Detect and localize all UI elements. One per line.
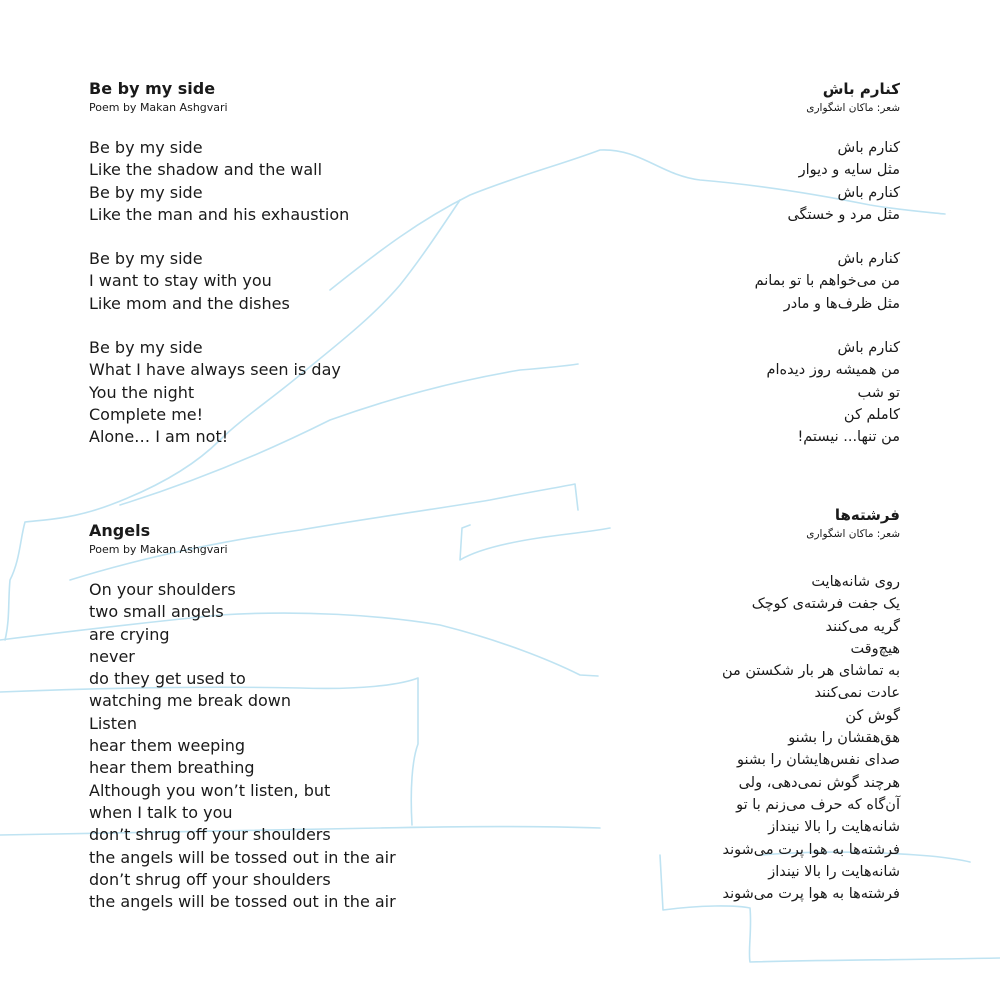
- poem-line: فرشته‌ها به هوا پرت می‌شوند: [722, 886, 900, 903]
- poem-line: hear them weeping: [89, 736, 246, 756]
- poem-line: هیچ‌وقت: [850, 640, 900, 657]
- poem-line: من می‌خواهم با تو بمانم: [754, 273, 900, 290]
- poem-line: هرچند گوش نمی‌دهی، ولی: [738, 774, 900, 791]
- poem-line: گریه می‌کنند: [825, 618, 900, 635]
- sketch-line-bracket: [460, 525, 610, 560]
- poem-line: I want to stay with you: [89, 271, 272, 291]
- poem-title: Angels: [89, 521, 151, 540]
- poem-line: never: [89, 646, 135, 666]
- poem-line: Like the man and his exhaustion: [89, 204, 350, 224]
- poem-byline: شعر: ماکان اشگواری: [806, 528, 900, 540]
- poem-line: روی شانه‌هایت: [811, 574, 900, 590]
- poem-line: the angels will be tossed out in the air: [89, 847, 396, 867]
- poem-line: don’t shrug off your shoulders: [89, 869, 331, 889]
- poem-line: Be by my side: [89, 338, 203, 358]
- poem-line: گوش کن: [845, 707, 900, 724]
- poem-line: شانه‌هایت را بالا نینداز: [768, 863, 900, 880]
- poem-line: when I talk to you: [89, 802, 233, 822]
- stanza: [755, 337, 900, 448]
- poem-line: the angels will be tossed out in the air: [89, 892, 396, 912]
- poem-byline: Poem by Makan Ashgvari: [89, 101, 228, 114]
- poem-line: مثل سایه و دیوار: [798, 162, 900, 179]
- poem-line: Be by my side: [89, 249, 203, 269]
- poem-line: Alone… I am not!: [89, 427, 229, 447]
- poem-line: two small angels: [89, 602, 224, 622]
- poem-line: به تماشای هر بار شکستن من: [721, 663, 900, 680]
- poem-line: do they get used to: [89, 669, 246, 689]
- poem-line: کنارم باش: [837, 184, 900, 201]
- poem-byline: Poem by Makan Ashgvari: [89, 543, 228, 556]
- poem-line: شانه‌هایت را بالا نینداز: [768, 819, 900, 836]
- stanza: [89, 248, 349, 315]
- poem-angels-persian: [722, 505, 900, 905]
- poem-line: فرشته‌ها به هوا پرت می‌شوند: [722, 841, 900, 858]
- poem-line: Like mom and the dishes: [89, 293, 290, 313]
- poem-title: فرشته‌ها: [834, 506, 900, 524]
- poem-line: هق‌هقشان را بشنو: [788, 730, 900, 747]
- poem-line: صدای نفس‌هایشان را بشنو: [737, 752, 900, 769]
- poem-line: don’t shrug off your shoulders: [89, 825, 331, 845]
- stanza: [755, 137, 900, 226]
- poem-title: کنارم باش: [822, 80, 900, 98]
- poem-line: عادت نمی‌کنند: [814, 685, 900, 702]
- stanza: [89, 137, 349, 226]
- poem-line: What I have always seen is day: [89, 360, 341, 380]
- poem-line: یک جفت فرشته‌ی کوچک: [751, 596, 900, 613]
- poem-line: مثل ظرف‌ها و مادر: [783, 295, 900, 312]
- poem-line: آن‌گاه که حرف می‌زنم با تو: [736, 796, 900, 813]
- poem-line: On your shoulders: [89, 580, 236, 599]
- poem-line: You the night: [89, 382, 195, 402]
- poem-line: hear them breathing: [89, 758, 255, 778]
- poem-line: کاملم کن: [843, 406, 900, 423]
- poem-line: Listen: [89, 713, 137, 733]
- poem-title: Be by my side: [89, 79, 216, 98]
- poem-line: Like the shadow and the wall: [89, 160, 323, 180]
- stanza: [89, 579, 396, 913]
- poem-line: are crying: [89, 624, 170, 644]
- poem-byline: شعر: ماکان اشگواری: [806, 102, 900, 114]
- stanza: [722, 571, 900, 905]
- poem-line: من تنها... نیستم!: [797, 429, 900, 446]
- poem-line: کنارم باش: [837, 251, 900, 268]
- poem-be-by-my-side-persian: [755, 79, 900, 449]
- stanza: [755, 248, 900, 315]
- poem-line: مثل مرد و خستگی: [787, 206, 900, 223]
- poem-line: کنارم باش: [837, 140, 900, 156]
- poem-line: Be by my side: [89, 182, 203, 202]
- poem-line: Although you won’t listen, but: [89, 780, 331, 800]
- poem-angels-english: [89, 521, 396, 913]
- poem-line: Be by my side: [89, 138, 203, 157]
- poem-line: کنارم باش: [837, 340, 900, 357]
- poem-line: من همیشه روز دیده‌ام: [766, 362, 900, 379]
- poem-line: watching me break down: [89, 691, 291, 711]
- poem-line: Complete me!: [89, 404, 204, 424]
- poem-line: تو شب: [857, 384, 900, 401]
- poem-be-by-my-side-english: [89, 79, 349, 449]
- stanza: [89, 337, 349, 448]
